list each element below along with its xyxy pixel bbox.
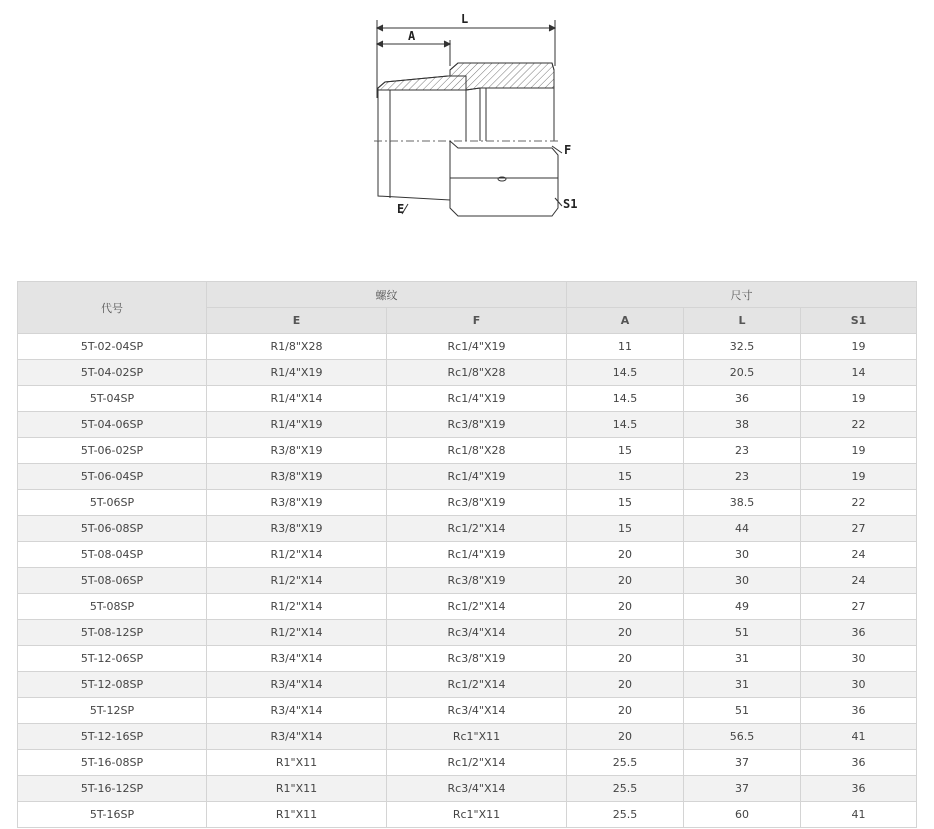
table-row	[18, 542, 917, 568]
cell-code: 5T-08SP	[18, 594, 207, 620]
label-L: L	[461, 12, 469, 26]
cell-thread-f: Rc1/8"X28	[387, 438, 567, 464]
cell-code: 5T-08-06SP	[18, 568, 207, 594]
cell-dim-s1: 36	[801, 776, 917, 802]
cell-dim-a: 20	[567, 594, 684, 620]
table-row	[18, 490, 917, 516]
cell-code: 5T-12-06SP	[18, 646, 207, 672]
label-F: F	[564, 143, 572, 157]
cell-dim-s1: 19	[801, 386, 917, 412]
table-row	[18, 750, 917, 776]
cell-thread-f: Rc1"X11	[387, 724, 567, 750]
table-row	[18, 412, 917, 438]
cell-code: 5T-16SP	[18, 802, 207, 828]
label-S1: S1	[563, 197, 578, 211]
cell-dim-s1: 22	[801, 412, 917, 438]
header-A: A	[567, 308, 684, 334]
cell-dim-l: 51	[684, 620, 801, 646]
cell-dim-a: 20	[567, 620, 684, 646]
cell-dim-a: 11	[567, 334, 684, 360]
cell-thread-e: R1"X11	[207, 776, 387, 802]
table-row	[18, 724, 917, 750]
cell-dim-a: 25.5	[567, 776, 684, 802]
table-row	[18, 568, 917, 594]
header-F: F	[387, 308, 567, 334]
cell-dim-s1: 19	[801, 334, 917, 360]
cell-dim-l: 60	[684, 802, 801, 828]
cell-dim-l: 49	[684, 594, 801, 620]
cell-thread-f: Rc3/8"X19	[387, 646, 567, 672]
cell-thread-e: R3/4"X14	[207, 672, 387, 698]
cell-thread-e: R1/2"X14	[207, 594, 387, 620]
cell-thread-f: Rc3/8"X19	[387, 568, 567, 594]
cell-dim-l: 30	[684, 542, 801, 568]
cell-dim-s1: 41	[801, 802, 917, 828]
cell-dim-s1: 24	[801, 568, 917, 594]
cell-code: 5T-02-04SP	[18, 334, 207, 360]
cell-thread-f: Rc3/4"X14	[387, 698, 567, 724]
cell-dim-l: 23	[684, 464, 801, 490]
cell-dim-l: 38.5	[684, 490, 801, 516]
cell-code: 5T-08-04SP	[18, 542, 207, 568]
cell-dim-a: 15	[567, 516, 684, 542]
cell-dim-l: 30	[684, 568, 801, 594]
cell-code: 5T-04SP	[18, 386, 207, 412]
cell-thread-e: R1/8"X28	[207, 334, 387, 360]
cell-dim-s1: 36	[801, 750, 917, 776]
cell-thread-e: R1/4"X14	[207, 386, 387, 412]
cell-dim-a: 20	[567, 646, 684, 672]
cell-code: 5T-16-08SP	[18, 750, 207, 776]
cell-thread-e: R1/2"X14	[207, 620, 387, 646]
cell-code: 5T-12-08SP	[18, 672, 207, 698]
cell-thread-f: Rc1/4"X19	[387, 334, 567, 360]
cell-dim-s1: 27	[801, 516, 917, 542]
cell-thread-e: R3/4"X14	[207, 698, 387, 724]
cell-dim-s1: 19	[801, 438, 917, 464]
cell-thread-f: Rc1/4"X19	[387, 386, 567, 412]
cell-dim-a: 20	[567, 672, 684, 698]
header-S1: S1	[801, 308, 917, 334]
header-L: L	[684, 308, 801, 334]
cell-dim-a: 20	[567, 542, 684, 568]
cell-thread-e: R3/8"X19	[207, 516, 387, 542]
table-row	[18, 464, 917, 490]
cell-thread-f: Rc3/8"X19	[387, 412, 567, 438]
spec-table	[17, 281, 917, 828]
cell-code: 5T-06-04SP	[18, 464, 207, 490]
cell-thread-f: Rc1/2"X14	[387, 750, 567, 776]
cell-dim-a: 25.5	[567, 802, 684, 828]
cell-dim-l: 32.5	[684, 334, 801, 360]
cell-dim-l: 38	[684, 412, 801, 438]
cell-dim-a: 15	[567, 464, 684, 490]
label-E: E	[397, 202, 405, 216]
cell-dim-l: 31	[684, 672, 801, 698]
cell-thread-e: R3/4"X14	[207, 646, 387, 672]
cell-code: 5T-04-02SP	[18, 360, 207, 386]
table-row	[18, 360, 917, 386]
cell-code: 5T-08-12SP	[18, 620, 207, 646]
cell-code: 5T-06-08SP	[18, 516, 207, 542]
table-row	[18, 334, 917, 360]
cell-dim-s1: 30	[801, 672, 917, 698]
cell-thread-e: R1"X11	[207, 802, 387, 828]
header-E: E	[207, 308, 387, 334]
label-A: A	[408, 29, 416, 43]
cell-thread-e: R3/8"X19	[207, 464, 387, 490]
cell-dim-a: 25.5	[567, 750, 684, 776]
cell-dim-s1: 22	[801, 490, 917, 516]
table-row	[18, 386, 917, 412]
cell-thread-f: Rc1/2"X14	[387, 516, 567, 542]
cell-thread-f: Rc1/4"X19	[387, 542, 567, 568]
cell-thread-e: R3/4"X14	[207, 724, 387, 750]
cell-dim-l: 56.5	[684, 724, 801, 750]
cell-dim-a: 14.5	[567, 412, 684, 438]
table-row	[18, 698, 917, 724]
cell-dim-l: 51	[684, 698, 801, 724]
cell-thread-f: Rc3/4"X14	[387, 620, 567, 646]
table-row	[18, 802, 917, 828]
cell-dim-s1: 36	[801, 620, 917, 646]
cell-thread-e: R1/4"X19	[207, 360, 387, 386]
cell-dim-s1: 41	[801, 724, 917, 750]
cell-dim-l: 31	[684, 646, 801, 672]
table-row	[18, 594, 917, 620]
cell-dim-s1: 14	[801, 360, 917, 386]
header-size-group: 尺寸	[567, 282, 917, 308]
cell-thread-f: Rc1/8"X28	[387, 360, 567, 386]
header-thread-group: 螺纹	[207, 282, 567, 308]
cell-dim-a: 20	[567, 568, 684, 594]
table-row	[18, 646, 917, 672]
cell-thread-e: R1/2"X14	[207, 542, 387, 568]
cell-code: 5T-06-02SP	[18, 438, 207, 464]
cell-dim-l: 23	[684, 438, 801, 464]
cell-thread-f: Rc3/4"X14	[387, 776, 567, 802]
cell-dim-a: 15	[567, 438, 684, 464]
cell-thread-e: R1"X11	[207, 750, 387, 776]
cell-dim-a: 20	[567, 724, 684, 750]
fitting-drawing	[370, 8, 590, 230]
cell-code: 5T-06SP	[18, 490, 207, 516]
cell-thread-f: Rc1/2"X14	[387, 672, 567, 698]
cell-thread-f: Rc1/4"X19	[387, 464, 567, 490]
cell-dim-a: 14.5	[567, 360, 684, 386]
header-code: 代号	[18, 282, 207, 334]
table-row	[18, 620, 917, 646]
cell-thread-e: R1/2"X14	[207, 568, 387, 594]
cell-dim-l: 44	[684, 516, 801, 542]
cell-code: 5T-12-16SP	[18, 724, 207, 750]
cell-dim-a: 14.5	[567, 386, 684, 412]
cell-code: 5T-16-12SP	[18, 776, 207, 802]
cell-dim-l: 36	[684, 386, 801, 412]
table-row	[18, 438, 917, 464]
cell-dim-s1: 27	[801, 594, 917, 620]
spec-table-body	[18, 334, 917, 828]
cell-dim-l: 37	[684, 750, 801, 776]
cell-dim-s1: 19	[801, 464, 917, 490]
cell-dim-s1: 30	[801, 646, 917, 672]
cell-dim-l: 20.5	[684, 360, 801, 386]
cell-dim-a: 20	[567, 698, 684, 724]
cell-thread-e: R1/4"X19	[207, 412, 387, 438]
cell-thread-e: R3/8"X19	[207, 490, 387, 516]
table-row	[18, 776, 917, 802]
cell-code: 5T-12SP	[18, 698, 207, 724]
cell-code: 5T-04-06SP	[18, 412, 207, 438]
cell-dim-s1: 24	[801, 542, 917, 568]
cell-thread-f: Rc1"X11	[387, 802, 567, 828]
cell-thread-f: Rc1/2"X14	[387, 594, 567, 620]
cell-dim-a: 15	[567, 490, 684, 516]
cell-dim-s1: 36	[801, 698, 917, 724]
cell-thread-e: R3/8"X19	[207, 438, 387, 464]
cell-dim-l: 37	[684, 776, 801, 802]
table-row	[18, 672, 917, 698]
cell-thread-f: Rc3/8"X19	[387, 490, 567, 516]
table-row	[18, 516, 917, 542]
